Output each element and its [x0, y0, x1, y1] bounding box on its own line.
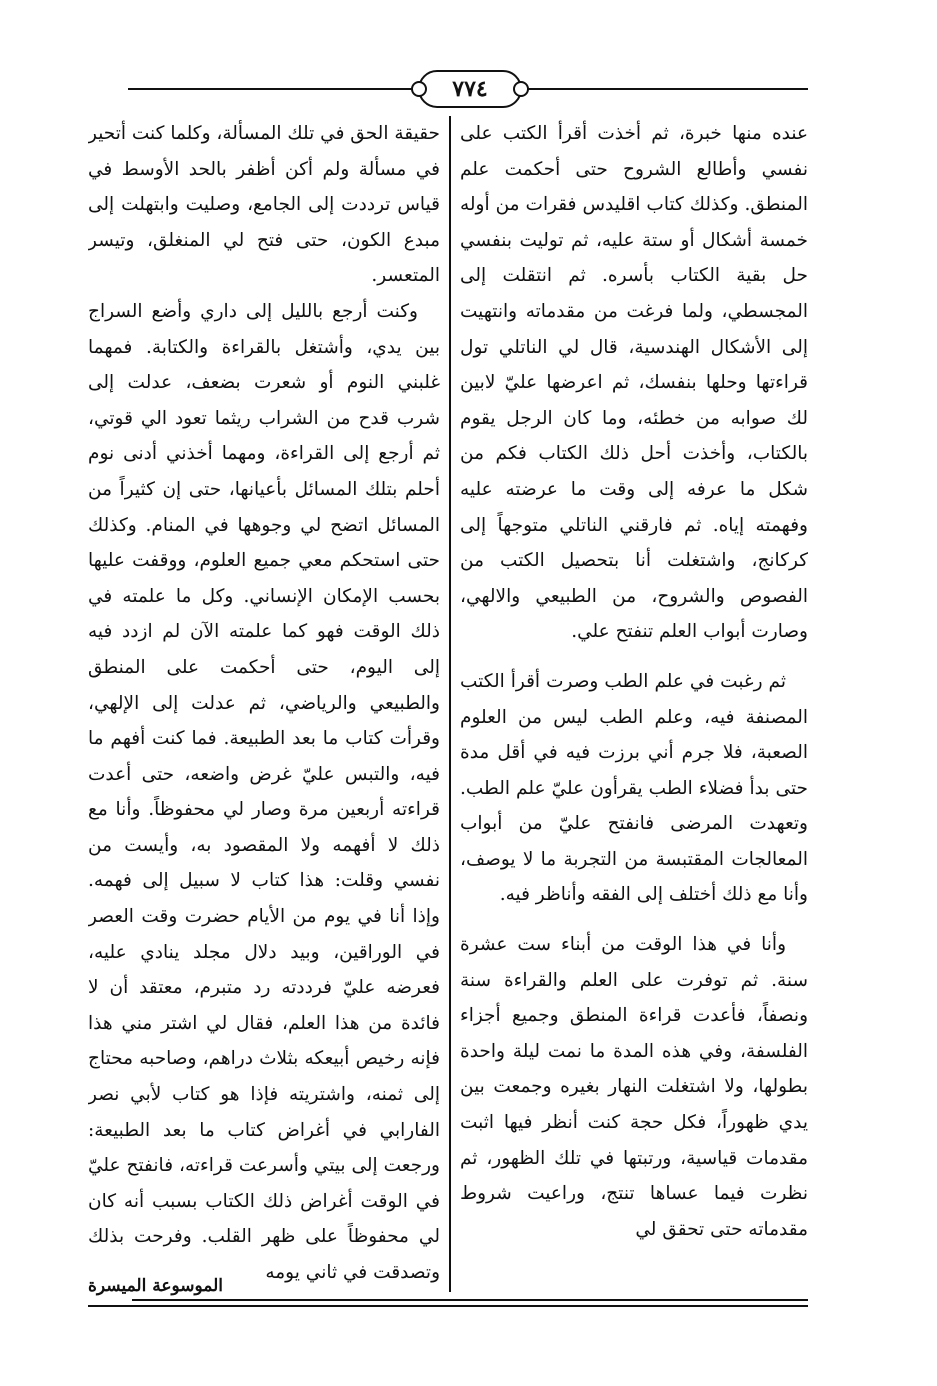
column-divider	[449, 116, 451, 1292]
header-rule-left	[128, 88, 418, 90]
paragraph: حقيقة الحق في تلك المسألة، وكلما كنت أتحير في مسألة ولم أكن أظفر بالحد الأوسط في قياس ترددت إلى الجامع، وصليت وابتهلت إلى مبدع الكون، حتى فتح لي المنغلق، وتيسر المتعسر.	[88, 123, 440, 287]
header-rule-right	[518, 88, 808, 90]
page-number: ٧٧٤	[418, 70, 522, 108]
footer-title: الموسوعة الميسرة	[88, 1276, 229, 1296]
footer-rule	[132, 1299, 808, 1301]
footer-rule	[88, 1305, 808, 1307]
paragraph: وكنت أرجع بالليل إلى داري وأضع السراج بين يدي، وأشتغل بالقراءة والكتابة. فمهما غلبني النوم أو شعرت بضعف، عدلت إلى شرب قدح من الشراب ريثما تعود الي قوتي، ثم أرجع إلى القراءة، ومهما أخذني أدنى نوم أحلم بتلك المسائل بأعيانها، حتى إن كثيراً من المسائل اتضح لي وجوهها في المنام. وكذلك حتى استحكم معي جميع العلوم، ووقفت عليها بحسب الإمكان الإنساني. وكل ما علمته في ذلك الوقت فهو كما علمته الآن لم ازدد فيه إلى اليوم، حتى أحكمت على المنطق والطبيعي والرياضي، ثم عدلت إلى الإلهي، وقرأت كتاب ما بعد الطبيعة. فما كنت أفهم ما فيه، والتبس عليّ غرض واضعه، حتى أعدت قراءته أربعين مرة وصار لي محفوظاً. وأنا مع ذلك لا أفهمه ولا المقصود به، وأيست من نفسي وقلت: هذا كتاب لا سبيل إلى فهمه. وإذا أنا في يوم من الأيام حضرت وقت العصر في الوراقين، وبيد دلال مجلد ينادي عليه، فعرضه عليّ فرددته رد متبرم، معتقد أن لا فائدة من هذا العلم، فقال لي اشتر مني هذا فإنه رخيص أبيعكه بثلاث دراهم، وصاحبه محتاج إلى ثمنه، واشتريته فإذا هو كتاب لأبي نصر الفارابي في أغراض كتاب ما بعد الطبيعة: ورجعت إلى بيتي وأسرعت قراءته، فانفتح عليّ في الوقت أغراض ذلك الكتاب بسبب أنه كان لي محفوظاً على ظهر القلب. وفرحت بذلك وتصدقت في ثاني يومه	[88, 300, 440, 1283]
paragraph: وأنا في هذا الوقت من أبناء ست عشرة سنة. ثم توفرت على العلم والقراءة سنة ونصفاً، فأعدت قراءة المنطق وجميع أجزاء الفلسفة، وفي هذه المدة ما نمت ليلة واحدة بطولها، ولا اشتغلت النهار بغيره وجمعت بين يدي ظهوراً، فكل حجة كنت أنظر فيها اثبت مقدمات قياسية، ورتبتها في تلك الظهور، ثم نظرت فيما عساها تنتج، وراعيت شروط مقدماته حتى تحقق لي	[460, 934, 808, 1240]
paragraph: عنده منها خبرة، ثم أخذت أقرأ الكتب على نفسي وأطالع الشروح حتى أحكمت علم المنطق. وكذلك كتاب اقليدس فقرات من أوله خمسة أشكال أو ستة عليه، ثم توليت بنفسي حل بقية الكتاب بأسره. ثم انتقلت إلى المجسطي، ولما فرغت من مقدماته وانتهيت إلى الأشكال الهندسية، قال لي الناتلي تول قراءتها وحلها بنفسك، ثم اعرضها عليّ لابين لك صوابه من خطئه، وما كان الرجل يقوم بالكتاب، وأخذت أحل ذلك الكتاب فكم من شكل ما عرفه إلى وقت ما عرضته عليه وفهمته إياه. ثم فارقني الناتلي متوجهاً إلى كركانج، واشتغلت أنا بتحصيل الكتب من الفصوص والشروح، من الطبيعي والالهي، وصارت أبواب العلم تنفتح علي.	[460, 123, 808, 643]
page-number-ornament	[0, 64, 937, 112]
paragraph: ثم رغبت في علم الطب وصرت أقرأ الكتب المصنفة فيه، وعلم الطب ليس من العلوم الصعبة، فلا جرم أني برزت فيه في أقل مدة حتى بدأ فضلاء الطب يقرأون عليّ علم الطب. وتعهدت المرضى فانفتح عليّ من أبواب المعالجات المقتبسة من التجربة ما لا يوصف، وأنا مع ذلك أختلف إلى الفقه وأناظر فيه.	[460, 670, 808, 906]
right-column	[460, 116, 808, 1292]
left-column	[88, 116, 440, 1292]
